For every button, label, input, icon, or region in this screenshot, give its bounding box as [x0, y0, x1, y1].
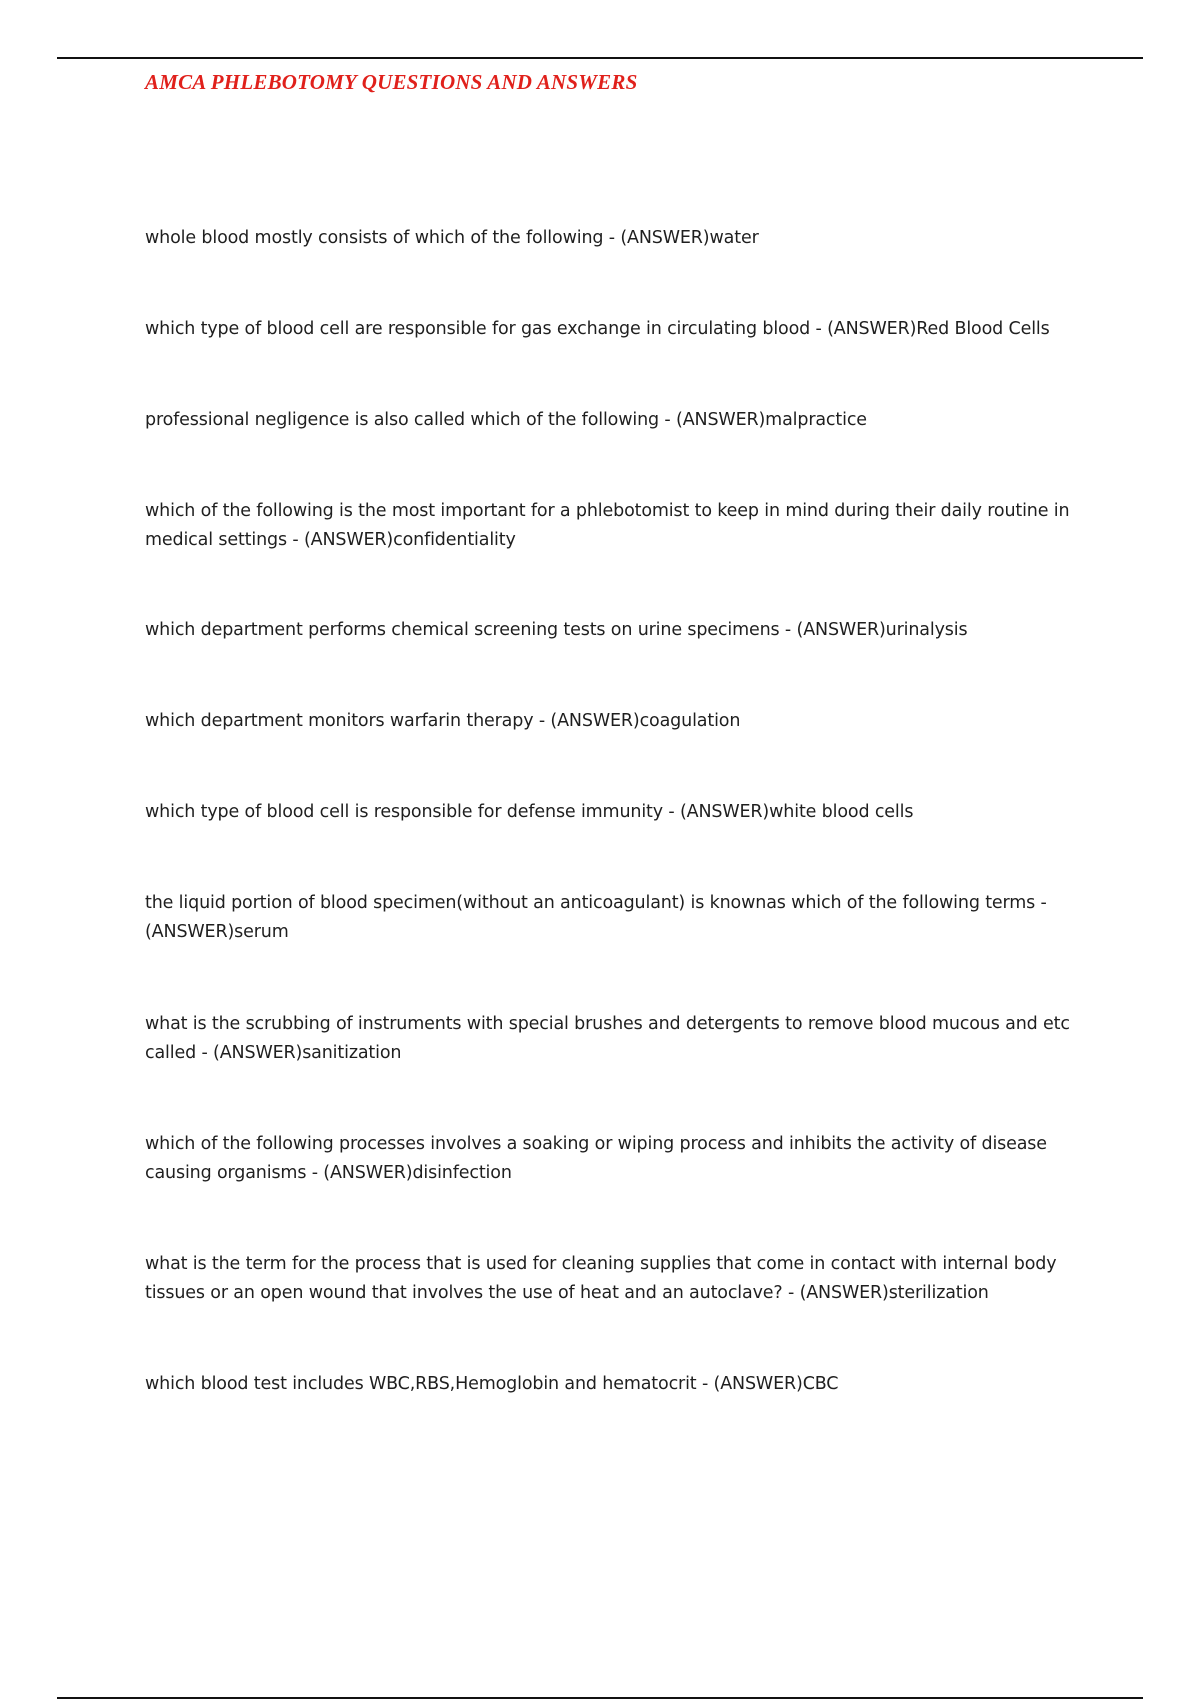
qa-item-12 [145, 1370, 1095, 1399]
answer-text: coagulation [639, 711, 741, 731]
answer-tag: (ANSWER) [620, 228, 710, 248]
separator: - [810, 319, 828, 339]
separator: - [659, 410, 677, 430]
answer-tag: (ANSWER) [679, 802, 770, 822]
qa-item-4 [145, 497, 1095, 555]
separator: - [1035, 893, 1047, 913]
question-text: professional negligence is also called which of the following [145, 410, 660, 430]
answer-tag: (ANSWER) [323, 1163, 413, 1183]
answer-text: Red Blood Cells [916, 319, 1050, 339]
question-text: which type of blood cell are responsible for gas exchange in circulating blood [145, 319, 811, 339]
bottom-rule [57, 1697, 1143, 1699]
qa-item-11 [145, 1250, 1095, 1308]
qa-item-1 [145, 224, 1095, 253]
question-text: which department performs chemical screening tests on urine specimens [145, 620, 780, 640]
answer-text: malpractice [765, 410, 867, 430]
answer-text: urinalysis [885, 620, 968, 640]
answer-tag: (ANSWER) [713, 1374, 803, 1394]
answer-tag: (ANSWER) [796, 620, 886, 640]
separator: - [306, 1163, 324, 1183]
answer-text: sterilization [888, 1283, 989, 1303]
answer-tag: (ANSWER) [799, 1283, 889, 1303]
answer-tag: (ANSWER) [827, 319, 917, 339]
qa-item-6 [145, 707, 1095, 736]
answer-tag: (ANSWER) [303, 530, 394, 550]
question-text: the liquid portion of blood specimen(without an anticoagulant) is knownas which of the following terms [145, 893, 1036, 913]
question-text: which of the following is the most important for a phlebotomist to keep in mind during their daily routine in medical settings [145, 501, 1070, 550]
qa-item-3 [145, 406, 1095, 435]
answer-tag: (ANSWER) [145, 922, 235, 942]
separator: - [286, 530, 304, 550]
qa-item-9 [145, 1010, 1095, 1068]
document-title: AMCA PHLEBOTOMY QUESTIONS AND ANSWERS [145, 70, 638, 94]
question-text: what is the term for the process that is used for cleaning supplies that come in contact with internal body tissues or an open wound that involves the use of heat and an autoclave? [145, 1254, 1057, 1303]
question-text: which blood test includes WBC,RBS,Hemoglobin and hematocrit [145, 1374, 697, 1394]
answer-text: serum [234, 922, 289, 942]
question-text: which of the following processes involves a soaking or wiping process and inhibits the activity of disease causing organisms [145, 1134, 1047, 1183]
qa-item-8 [145, 889, 1095, 947]
top-rule [57, 57, 1143, 59]
question-text: whole blood mostly consists of which of the following [145, 228, 604, 248]
separator: - [662, 802, 680, 822]
separator: - [603, 228, 621, 248]
answer-tag: (ANSWER) [550, 711, 640, 731]
answer-text: disinfection [412, 1163, 512, 1183]
separator: - [782, 1283, 800, 1303]
answer-text: sanitization [302, 1043, 402, 1063]
answer-text: confidentiality [393, 530, 516, 550]
answer-text: water [709, 228, 759, 248]
question-text: which department monitors warfarin therapy [145, 711, 534, 731]
qa-item-7 [145, 798, 1095, 827]
answer-tag: (ANSWER) [676, 410, 766, 430]
separator: - [533, 711, 551, 731]
separator: - [779, 620, 797, 640]
answer-text: white blood cells [769, 802, 914, 822]
separator: - [696, 1374, 714, 1394]
qa-item-5 [145, 616, 1095, 645]
qa-item-2 [145, 315, 1095, 344]
qa-item-10 [145, 1130, 1095, 1188]
separator: - [196, 1043, 214, 1063]
question-text: which type of blood cell is responsible for defense immunity [145, 802, 663, 822]
question-text: what is the scrubbing of instruments with special brushes and detergents to remove blood mucous and etc called [145, 1014, 1070, 1063]
answer-text: CBC [802, 1374, 839, 1394]
answer-tag: (ANSWER) [213, 1043, 303, 1063]
